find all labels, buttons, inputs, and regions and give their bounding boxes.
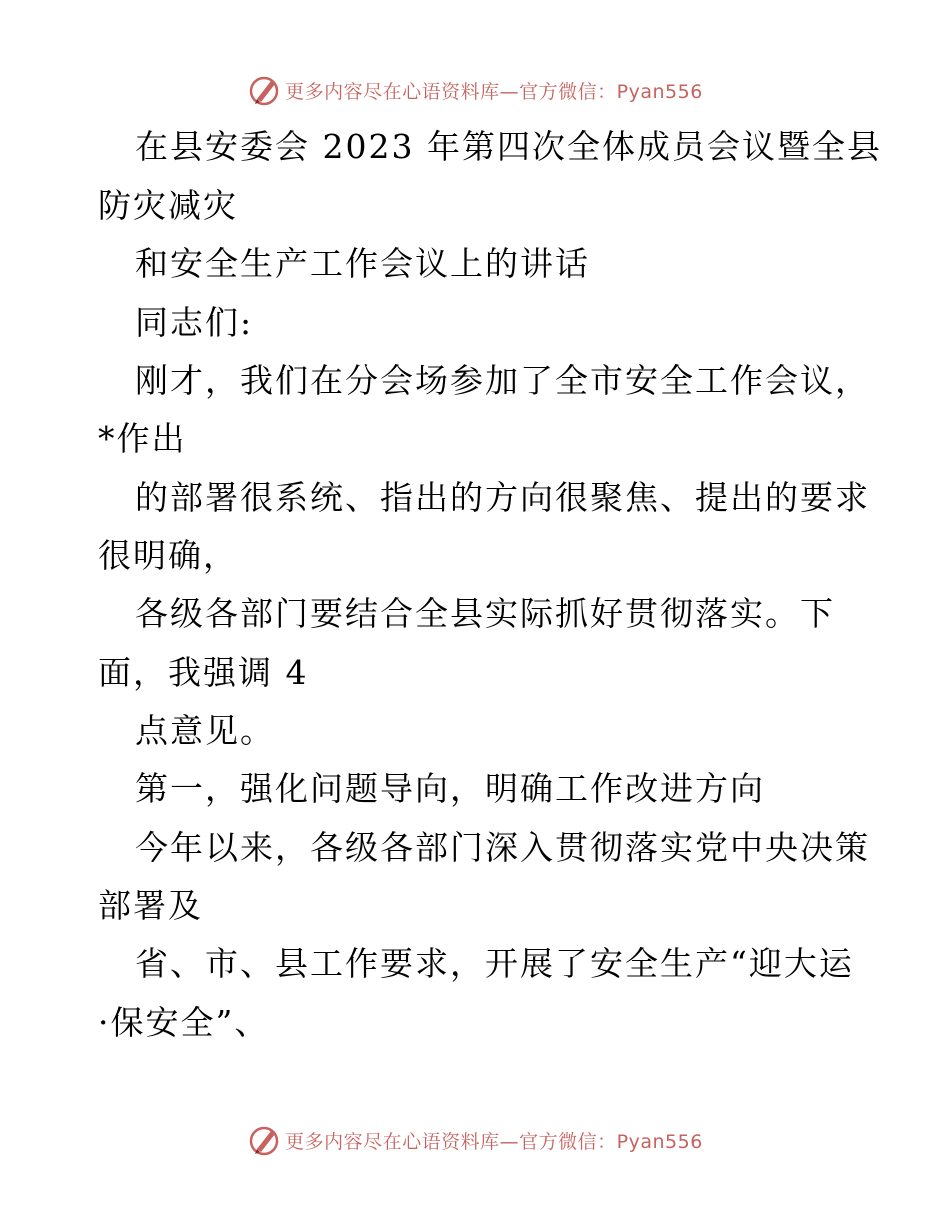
text-line: 今年以来，各级各部门深入贯彻落实党中央决策 xyxy=(135,828,870,867)
text-line: *作出 xyxy=(98,419,187,458)
text-line: 省、市、县工作要求，开展了安全生产“迎大运 xyxy=(135,944,854,983)
text-line: 的部署很系统、指出的方向很聚焦、提出的要求 xyxy=(135,478,870,517)
text-line: 刚才，我们在分会场参加了全市安全工作会议， xyxy=(135,361,870,400)
text-line: 和安全生产工作会议上的讲话 xyxy=(135,244,590,283)
red-pen-circle-logo-icon xyxy=(247,1123,281,1157)
text-line: 各级各部门要结合全县实际抓好贯彻落实。下 xyxy=(135,594,835,633)
footer-banner xyxy=(0,1120,950,1160)
text-line: 同志们: xyxy=(135,303,254,342)
text-line: ·保安全”、 xyxy=(98,1003,270,1042)
text-line: 很明确， xyxy=(98,536,238,575)
text-line: 防灾减灾 xyxy=(98,186,238,225)
text-line: 部署及 xyxy=(98,886,203,925)
banner-text: 更多内容尽在心语资料库—官方微信：Pyan556 xyxy=(285,80,703,103)
section-heading: 第一，强化问题导向，明确工作改进方向 xyxy=(135,769,765,808)
text-line: 面，我强调 4 xyxy=(98,653,309,692)
text-line: 在县安委会 2023 年第四次全体成员会议暨全县 xyxy=(135,127,882,166)
banner-text: 更多内容尽在心语资料库—官方微信：Pyan556 xyxy=(285,1130,703,1153)
text-line: 点意见。 xyxy=(135,711,275,750)
